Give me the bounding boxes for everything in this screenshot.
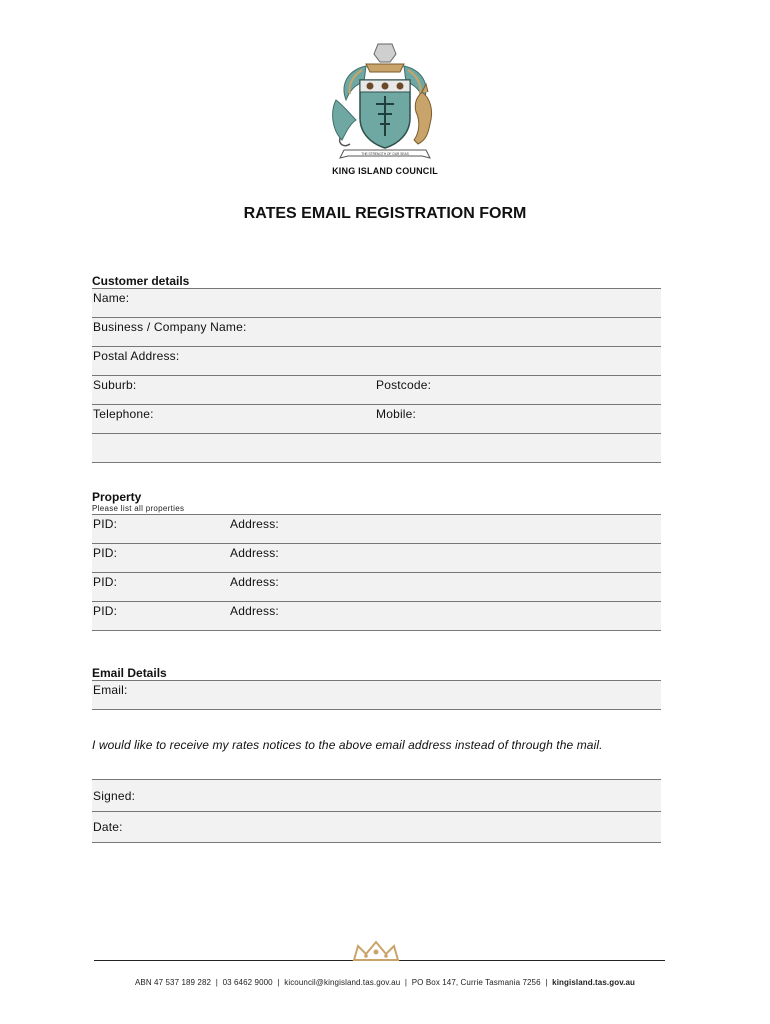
footer-sep: | xyxy=(404,978,408,987)
postcode-label: Postcode: xyxy=(376,378,432,392)
footer-abn: ABN 47 537 189 282 xyxy=(134,978,212,987)
footer-contact xyxy=(0,978,770,987)
address-label: Address: xyxy=(230,604,279,618)
pid-label: PID: xyxy=(93,546,118,560)
email-field[interactable] xyxy=(92,680,661,710)
name-field[interactable] xyxy=(92,288,661,317)
date-label: Date: xyxy=(93,820,123,834)
date-field[interactable] xyxy=(92,811,661,843)
name-label: Name: xyxy=(93,291,130,305)
footer-sep: | xyxy=(545,978,548,987)
signature-section xyxy=(92,779,661,843)
pid-label: PID: xyxy=(93,575,118,589)
mobile-label: Mobile: xyxy=(376,407,417,421)
property-row[interactable] xyxy=(92,514,661,543)
footer-sep: | xyxy=(215,978,218,987)
footer-phone: 03 6462 9000 xyxy=(222,978,273,987)
customer-details-title: Customer details xyxy=(92,274,190,288)
business-name-field[interactable] xyxy=(92,317,661,346)
telephone-label: Telephone: xyxy=(93,407,154,421)
consent-statement: I would like to receive my rates notices to the above email address instead of through the mail. xyxy=(92,738,603,752)
email-details-section xyxy=(92,666,661,710)
pid-label: PID: xyxy=(93,604,118,618)
business-name-label: Business / Company Name: xyxy=(93,320,247,334)
property-title: Property xyxy=(92,490,142,504)
property-row[interactable] xyxy=(92,601,661,631)
pid-label: PID: xyxy=(93,517,118,531)
telephone-mobile-row[interactable] xyxy=(92,404,661,433)
postal-address-label: Postal Address: xyxy=(93,349,180,363)
suburb-label: Suburb: xyxy=(93,378,137,392)
blank-field[interactable] xyxy=(92,433,661,463)
crown-icon xyxy=(352,940,400,962)
email-details-title: Email Details xyxy=(92,666,167,680)
email-label: Email: xyxy=(93,683,128,697)
council-name: KING ISLAND COUNCIL xyxy=(332,166,438,176)
property-subtitle: Please list all properties xyxy=(92,504,185,513)
address-label: Address: xyxy=(230,517,279,531)
footer-website-link[interactable]: kingisland.tas.gov.au xyxy=(552,978,636,987)
property-row[interactable] xyxy=(92,543,661,572)
property-row[interactable] xyxy=(92,572,661,601)
suburb-postcode-row[interactable] xyxy=(92,375,661,404)
address-label: Address: xyxy=(230,575,279,589)
council-crest-logo xyxy=(326,40,444,166)
property-section xyxy=(92,490,661,631)
customer-details-section xyxy=(92,274,661,463)
footer-email-link[interactable]: kicouncil@kingisland.tas.gov.au xyxy=(284,978,401,987)
address-label: Address: xyxy=(230,546,279,560)
footer-po-box: PO Box 147, Currie Tasmania 7256 xyxy=(411,978,541,987)
postal-address-field[interactable] xyxy=(92,346,661,375)
form-title: RATES EMAIL REGISTRATION FORM xyxy=(243,205,527,222)
crest-motto: THE STRENGTH OF OUR SEAS xyxy=(361,152,409,156)
footer-sep: | xyxy=(277,978,280,987)
signed-field[interactable] xyxy=(92,779,661,811)
signed-label: Signed: xyxy=(93,789,136,803)
